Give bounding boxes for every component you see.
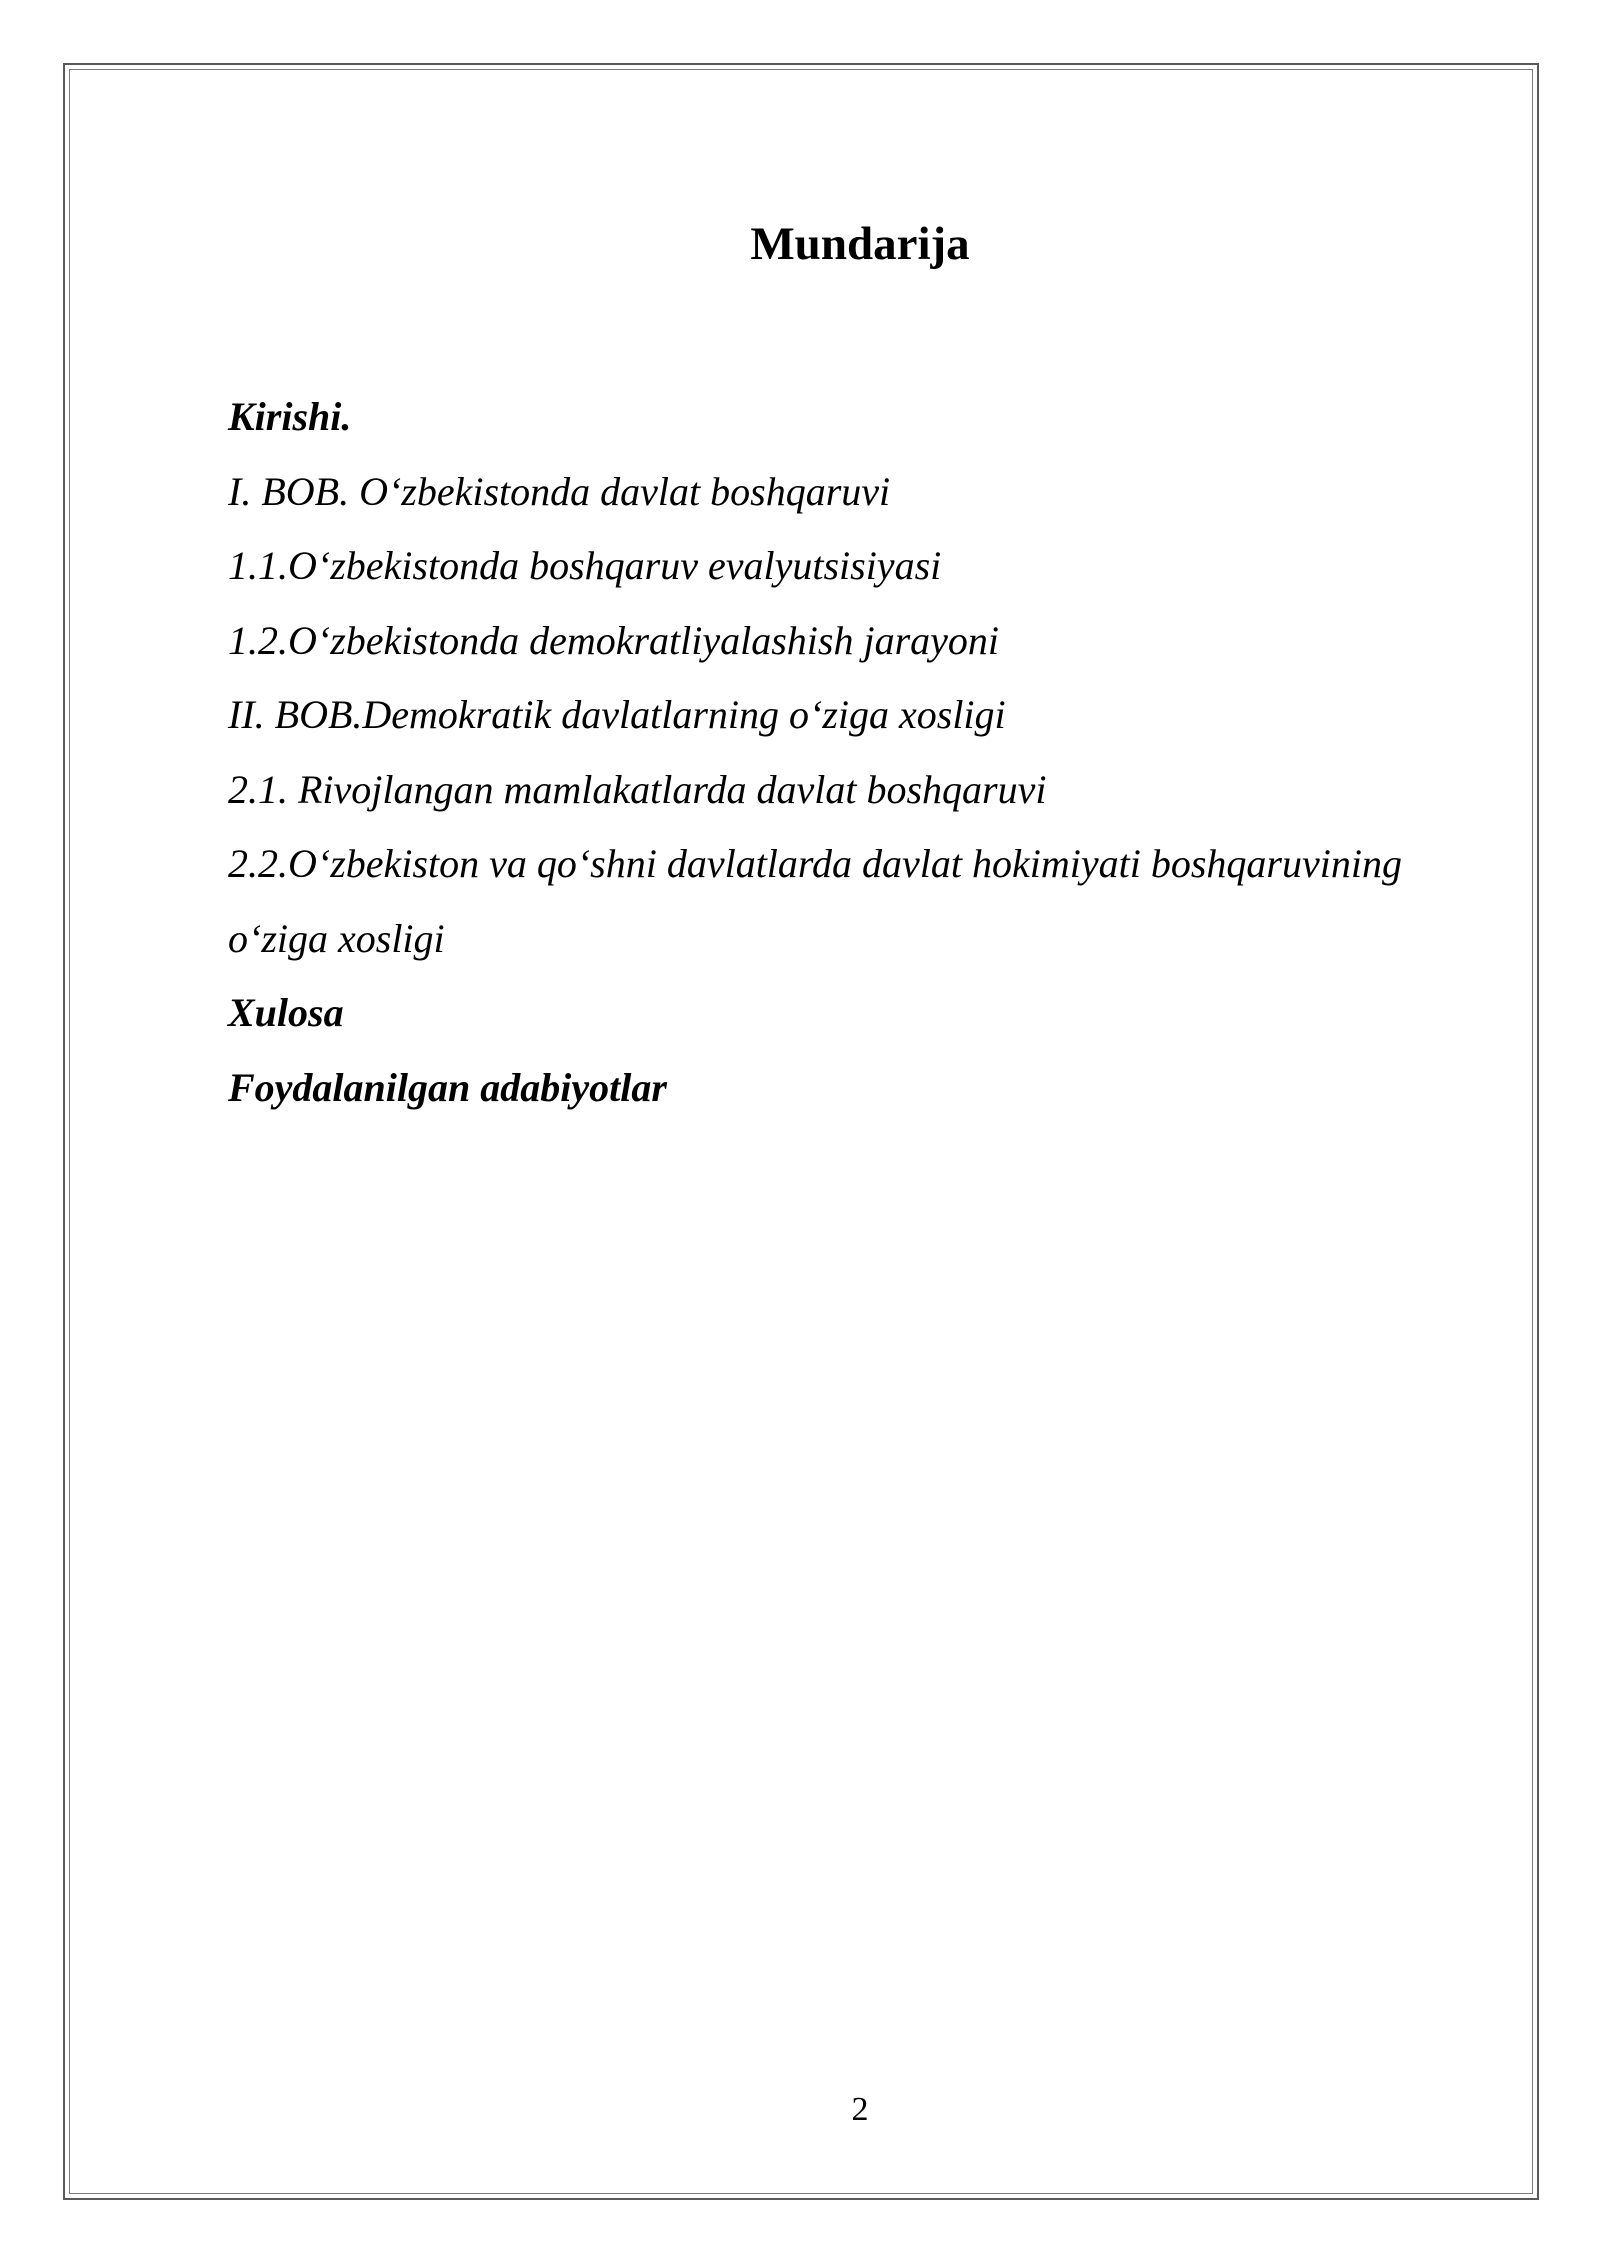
toc-item-section-2-2: 2.2.O‘zbekiston va qo‘shni davlatlarda davlat hokimiyati boshqaruvining <box>228 841 1402 886</box>
toc-item-section-1-1: 1.1.O‘zbekistonda boshqaruv evalyutsisiyasi <box>228 543 942 588</box>
toc-item-references: Foydalanilgan adabiyotlar <box>228 1064 667 1110</box>
toc-item-section-2-1: 2.1. Rivojlangan mamlakatlarda davlat boshqaruvi <box>228 766 1047 812</box>
page-title: Mundarija <box>750 218 970 270</box>
toc-item-conclusion: Xulosa <box>228 990 344 1035</box>
toc-item-section-2-2-continued: o‘ziga xosligi <box>228 915 445 961</box>
page-number: 2 <box>851 2091 869 2128</box>
toc-item-chapter-2: II. BOB.Demokratik davlatlarning o‘ziga xosligi <box>228 692 1006 737</box>
table-of-contents <box>228 380 1518 1125</box>
toc-item-section-1-2: 1.2.O‘zbekistonda demokratliyalashish jarayoni <box>228 617 1000 663</box>
toc-item-chapter-1: I. BOB. O‘zbekistonda davlat boshqaruvi <box>228 468 891 514</box>
toc-item-introduction: Kirishi. <box>228 394 352 439</box>
